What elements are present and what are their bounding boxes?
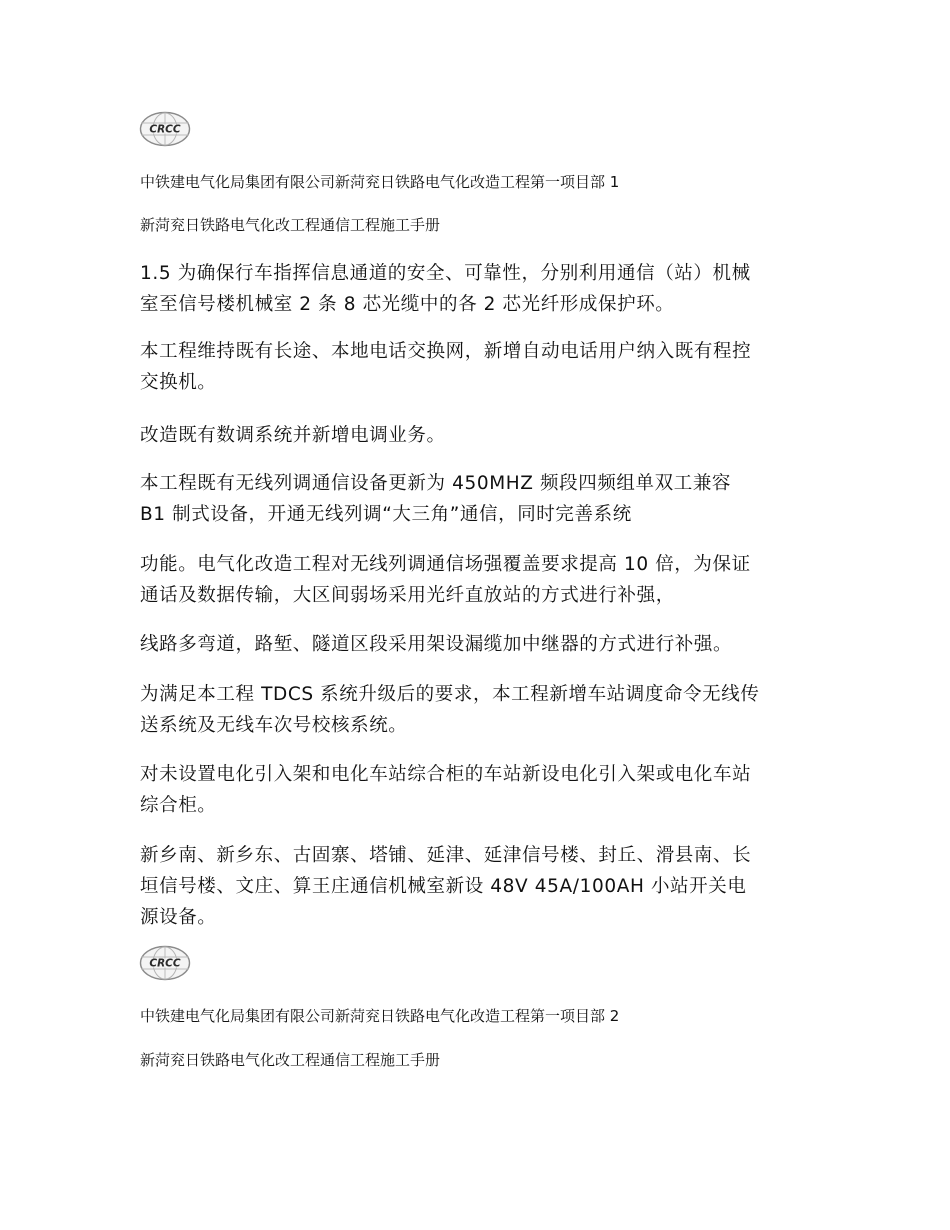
text-line: B1 制式设备，开通无线列调“大三角”通信，同时完善系统: [140, 504, 632, 525]
text-line: 新乡南、新乡东、古固寨、塔铺、延津、延津信号楼、封丘、滑县南、长: [140, 845, 752, 866]
paragraph-tdcs-upgrade: [140, 679, 820, 741]
text-line: 交换机。: [140, 372, 217, 393]
text-line: 源设备。: [140, 907, 217, 928]
paragraph-telephone-exchange: [140, 336, 820, 398]
crcc-logo-text: CRCC: [149, 123, 181, 136]
text-line: 1.5 为确保行车指挥信息通道的安全、可靠性，分别利用通信（站）机械: [140, 263, 751, 284]
text-line: 功能。电气化改造工程对无线列调通信场强覆盖要求提高 10 倍，为保证: [140, 554, 751, 575]
text-line: 为满足本工程 TDCS 系统升级后的要求，本工程新增车站调度命令无线传: [140, 684, 760, 705]
text-line: 通话及数据传输，大区间弱场采用光纤直放站的方式进行补强，: [140, 585, 675, 606]
crcc-logo-text: CRCC: [149, 957, 181, 970]
paragraph-radio-train-dispatch: [140, 468, 820, 530]
text-line: 室至信号楼机械室 2 条 8 芯光缆中的各 2 芯光纤形成保护环。: [140, 294, 675, 315]
manual-title-line: 新菏兖日铁路电气化改工程通信工程施工手册: [140, 1051, 441, 1069]
text-line: 垣信号楼、文庄、算王庄通信机械室新设 48V 45A/100AH 小站开关电: [140, 876, 747, 897]
text-line: 本工程既有无线列调通信设备更新为 450MHZ 频段四频组单双工兼容: [140, 473, 732, 494]
text-line: 改造既有数调系统并新增电调业务。: [140, 425, 446, 446]
text-line: 送系统及无线车次号校核系统。: [140, 715, 408, 736]
paragraph-electrification-rack: [140, 759, 820, 821]
text-line: 综合柜。: [140, 795, 217, 816]
paragraph-signal-coverage: [140, 549, 820, 611]
paragraph-dispatch-system: [140, 420, 820, 451]
crcc-logo-icon: [139, 945, 191, 981]
paragraph-power-equipment: [140, 840, 820, 933]
crcc-logo-icon: [139, 111, 191, 147]
company-header-line: 中铁建电气化局集团有限公司新菏兖日铁路电气化改造工程第一项目部 2: [140, 1007, 620, 1025]
text-line: 线路多弯道，路堑、隧道区段采用架设漏缆加中继器的方式进行补强。: [140, 634, 733, 655]
paragraph-leaky-cable: [140, 629, 820, 660]
text-line: 对未设置电化引入架和电化车站综合柜的车站新设电化引入架或电化车站: [140, 764, 752, 785]
text-line: 本工程维持既有长途、本地电话交换网，新增自动电话用户纳入既有程控: [140, 341, 752, 362]
paragraph-protection-ring: [140, 258, 820, 320]
company-header-line: 中铁建电气化局集团有限公司新菏兖日铁路电气化改造工程第一项目部 1: [140, 173, 620, 191]
manual-title-line: 新菏兖日铁路电气化改工程通信工程施工手册: [140, 216, 441, 234]
